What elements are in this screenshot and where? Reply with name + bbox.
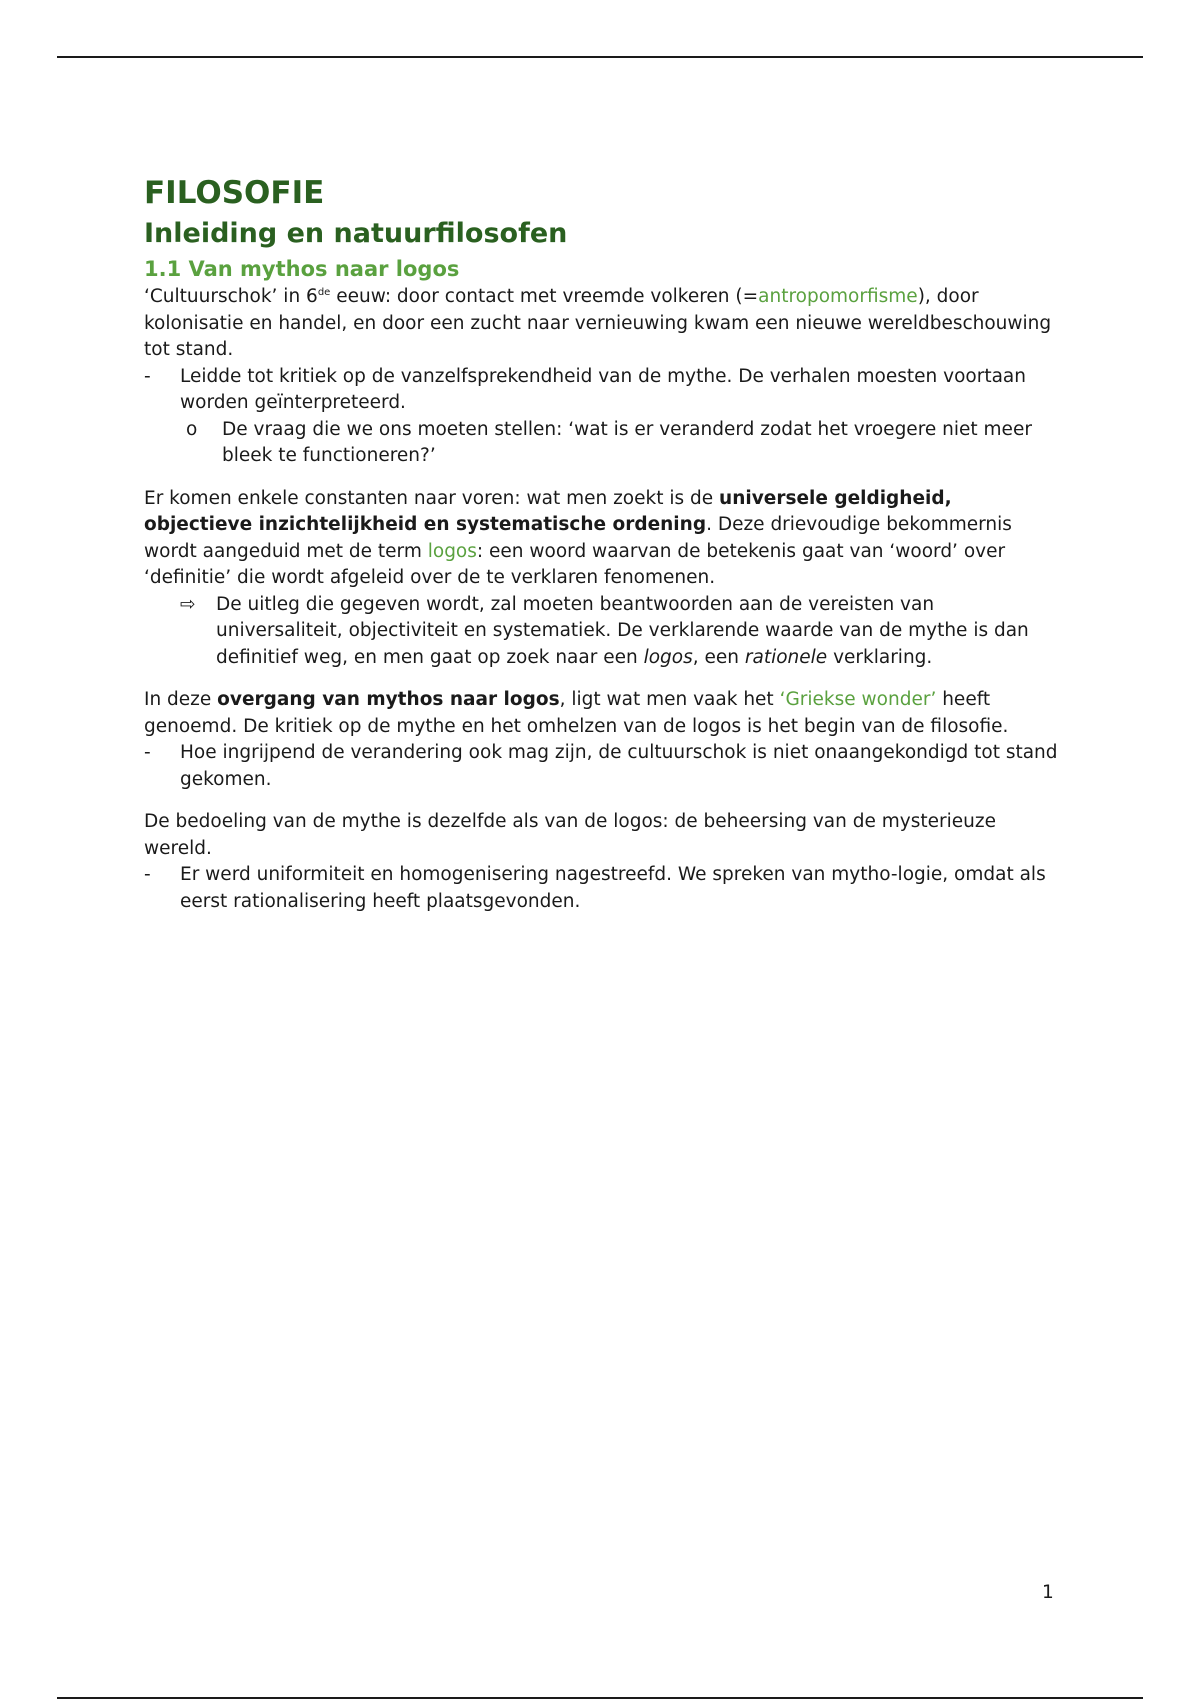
footer-rule — [57, 1697, 1143, 1699]
arrow-list-item: ⇨ De uitleg die gegeven wordt, zal moeten beantwoorden aan de vereisten van universaliteit, objectiviteit en systematiek. De verklarende waarde van de mythe is dan definitief weg, en men gaat op zoek naar een logos, een rationele verklaring. — [180, 593, 1029, 668]
header-rule — [57, 56, 1143, 58]
paragraph-constanten: Er komen enkele constanten naar voren: wat men zoekt is de universele geldigheid, objectieve inzichtelijkheid en systematische ordening. Deze drievoudige bekommernis wordt aangeduid met de term logos: een woord waarvan de betekenis gaat van ‘woord’ over ‘definitie’ die wordt afgeleid over de te verklaren fenomenen. — [144, 487, 1012, 588]
dash-bullet: - — [144, 864, 151, 885]
arrow-icon: ⇨ — [180, 593, 196, 615]
chapter-heading: Inleiding en natuurfilosofen — [144, 218, 568, 249]
paragraph-bedoeling: De bedoeling van de mythe is dezelfde als van de logos: de beheersing van de mysterieuze wereld. — [144, 811, 996, 859]
list-item: - Leidde tot kritiek op de vanzelfsprekendheid van de mythe. De verhalen moesten voortaan worden geïnterpreteerd. — [144, 365, 1026, 413]
term-logos: logos — [427, 540, 477, 562]
circle-bullet: o — [186, 418, 198, 440]
dash-bullet: - — [144, 742, 151, 763]
term-griekse-wonder: ‘Griekse wonder’ — [779, 689, 937, 710]
term-antropomorfisme: antropomorfisme — [758, 286, 918, 307]
sub-list-item: o De vraag die we ons moeten stellen: ‘wat is er veranderd zodat het vroegere niet meer bleek te functioneren?’ — [186, 418, 1032, 466]
dash-bullet: - — [144, 365, 151, 387]
paragraph-overgang: In deze overgang van mythos naar logos, ligt wat men vaak het ‘Griekse wonder’ heeft genoemd. De kritiek op de mythe en het omhelzen van de logos is het begin van de filosofie. — [144, 689, 1009, 737]
list-item: - Hoe ingrijpend de verandering ook mag zijn, de cultuurschok is niet onaangekondigd tot stand gekomen. — [144, 742, 1058, 790]
list-item: - Er werd uniformiteit en homogenisering nagestreefd. We spreken van mytho-logie, omdat als eerst rationalisering heeft plaatsgevonden. — [144, 864, 1046, 912]
ordinal-superscript: de — [317, 286, 331, 298]
document-title: FILOSOFIE — [144, 175, 325, 211]
document-body — [144, 172, 1064, 915]
section-heading: 1.1 Van mythos naar logos — [144, 257, 460, 281]
paragraph-cultuurschok: ‘Cultuurschok’ in 6de eeuw: door contact met vreemde volkeren (=antropomorfisme), door kolonisatie en handel, en door een zucht naar vernieuwing kwam een nieuwe wereldbeschouwing tot stand. — [144, 286, 1052, 360]
page-number: 1 — [1042, 1582, 1054, 1603]
